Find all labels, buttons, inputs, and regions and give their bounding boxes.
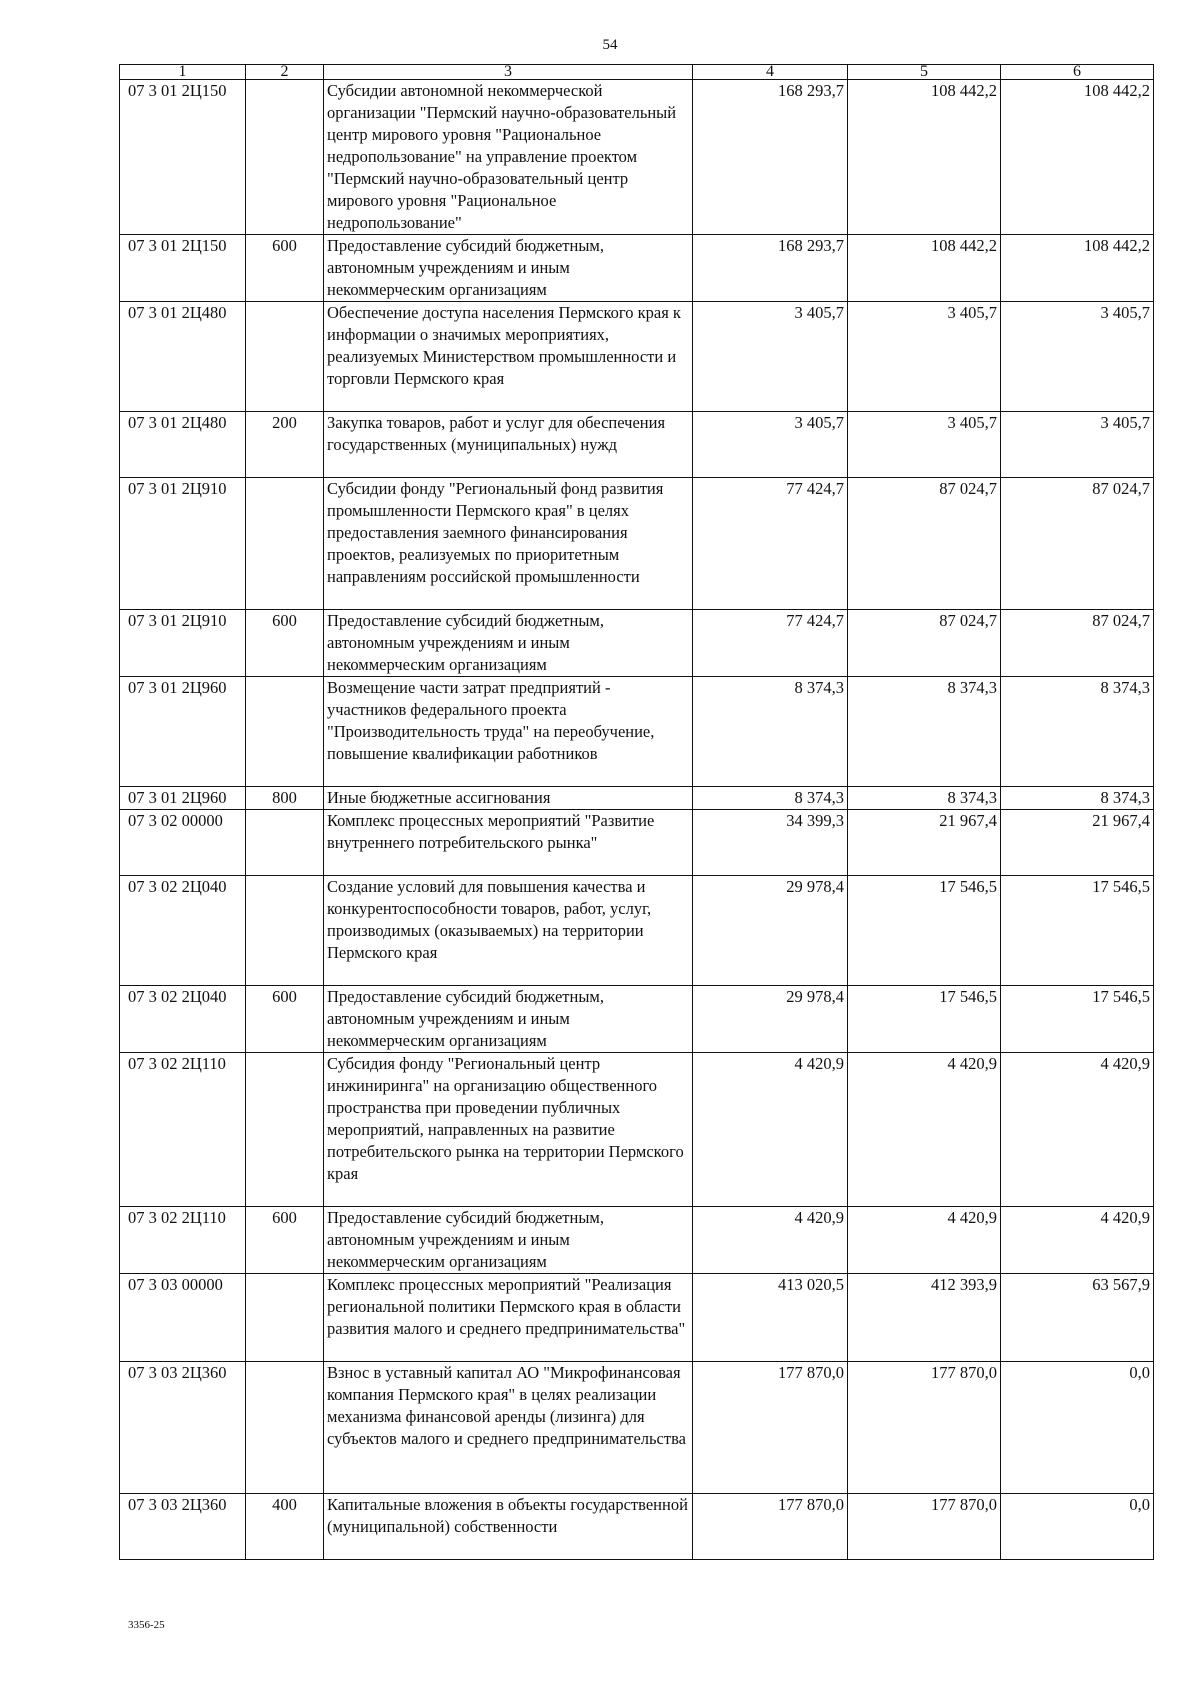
row-value-col6: 4 420,9 xyxy=(1001,1207,1154,1274)
row-value-col6: 8 374,3 xyxy=(1001,677,1154,787)
table-row xyxy=(120,876,1154,986)
table-row xyxy=(120,1494,1154,1560)
row-value-col5: 412 393,9 xyxy=(848,1274,1001,1362)
row-name: Комплекс процессных мероприятий "Развитие внутреннего потребительского рынка" xyxy=(324,810,693,876)
row-name: Предоставление субсидий бюджетным, автономным учреждениям и иным некоммерческим организациям xyxy=(324,1207,693,1274)
row-value-col5: 17 546,5 xyxy=(848,876,1001,986)
row-value-col6: 8 374,3 xyxy=(1001,787,1154,810)
row-value-col4: 34 399,3 xyxy=(693,810,848,876)
row-name: Комплекс процессных мероприятий "Реализация региональной политики Пермского края в области развития малого и среднего предпринимательства" xyxy=(324,1274,693,1362)
row-expense-type xyxy=(246,677,324,787)
table-row xyxy=(120,787,1154,810)
row-value-col4: 8 374,3 xyxy=(693,677,848,787)
row-value-col4: 168 293,7 xyxy=(693,235,848,302)
row-value-col6: 17 546,5 xyxy=(1001,876,1154,986)
row-value-col6: 0,0 xyxy=(1001,1362,1154,1494)
row-name: Закупка товаров, работ и услуг для обеспечения государственных (муниципальных) нужд xyxy=(324,412,693,478)
table-row xyxy=(120,810,1154,876)
table-row xyxy=(120,610,1154,677)
row-code: 07 3 02 2Ц040 xyxy=(120,876,246,986)
row-value-col6: 87 024,7 xyxy=(1001,478,1154,610)
header-cell: 6 xyxy=(1001,65,1154,80)
row-value-col4: 4 420,9 xyxy=(693,1207,848,1274)
row-value-col4: 29 978,4 xyxy=(693,876,848,986)
row-value-col4: 77 424,7 xyxy=(693,610,848,677)
row-value-col6: 108 442,2 xyxy=(1001,80,1154,235)
header-row xyxy=(120,65,1154,80)
table-row xyxy=(120,478,1154,610)
table-row xyxy=(120,1362,1154,1494)
row-value-col4: 168 293,7 xyxy=(693,80,848,235)
row-value-col6: 4 420,9 xyxy=(1001,1053,1154,1207)
row-value-col6: 3 405,7 xyxy=(1001,412,1154,478)
row-name: Иные бюджетные ассигнования xyxy=(324,787,693,810)
row-code: 07 3 01 2Ц480 xyxy=(120,412,246,478)
row-name: Субсидии автономной некоммерческой организации "Пермский научно-образовательный центр мирового уровня "Рациональное недропользование" на управление проектом "Пермский научно-образовательный центр мирового уровня "Рациональное недропользование" xyxy=(324,80,693,235)
row-name: Возмещение части затрат предприятий - участников федерального проекта "Производительность труда" на переобучение, повышение квалификации работников xyxy=(324,677,693,787)
row-value-col5: 87 024,7 xyxy=(848,610,1001,677)
row-code: 07 3 01 2Ц480 xyxy=(120,302,246,412)
row-expense-type xyxy=(246,810,324,876)
row-code: 07 3 01 2Ц910 xyxy=(120,478,246,610)
row-code: 07 3 01 2Ц910 xyxy=(120,610,246,677)
document-id: 3356-25 xyxy=(128,1619,165,1631)
table-row xyxy=(120,1274,1154,1362)
header-cell: 1 xyxy=(120,65,246,80)
row-name: Предоставление субсидий бюджетным, автономным учреждениям и иным некоммерческим организациям xyxy=(324,986,693,1053)
row-code: 07 3 03 2Ц360 xyxy=(120,1494,246,1560)
row-expense-type xyxy=(246,1274,324,1362)
row-value-col5: 4 420,9 xyxy=(848,1207,1001,1274)
row-code: 07 3 01 2Ц960 xyxy=(120,677,246,787)
row-value-col4: 177 870,0 xyxy=(693,1494,848,1560)
row-value-col6: 87 024,7 xyxy=(1001,610,1154,677)
row-value-col6: 3 405,7 xyxy=(1001,302,1154,412)
table-row xyxy=(120,412,1154,478)
row-name: Субсидии фонду "Региональный фонд развития промышленности Пермского края" в целях предоставления заемного финансирования проектов, реализуемых по приоритетным направлениям российской промышленности xyxy=(324,478,693,610)
row-value-col4: 413 020,5 xyxy=(693,1274,848,1362)
row-expense-type: 600 xyxy=(246,986,324,1053)
row-code: 07 3 02 2Ц110 xyxy=(120,1207,246,1274)
row-code: 07 3 02 00000 xyxy=(120,810,246,876)
row-value-col5: 3 405,7 xyxy=(848,302,1001,412)
row-code: 07 3 01 2Ц150 xyxy=(120,235,246,302)
row-value-col5: 87 024,7 xyxy=(848,478,1001,610)
row-value-col5: 8 374,3 xyxy=(848,787,1001,810)
row-code: 07 3 02 2Ц040 xyxy=(120,986,246,1053)
row-value-col4: 29 978,4 xyxy=(693,986,848,1053)
row-expense-type xyxy=(246,80,324,235)
row-name: Капитальные вложения в объекты государственной (муниципальной) собственности xyxy=(324,1494,693,1560)
row-code: 07 3 02 2Ц110 xyxy=(120,1053,246,1207)
row-value-col5: 108 442,2 xyxy=(848,235,1001,302)
table-row xyxy=(120,1053,1154,1207)
page-number: 54 xyxy=(602,37,618,53)
row-expense-type xyxy=(246,478,324,610)
table-row xyxy=(120,80,1154,235)
row-expense-type: 600 xyxy=(246,1207,324,1274)
row-value-col6: 0,0 xyxy=(1001,1494,1154,1560)
row-name: Предоставление субсидий бюджетным, автономным учреждениям и иным некоммерческим организациям xyxy=(324,610,693,677)
row-value-col4: 4 420,9 xyxy=(693,1053,848,1207)
row-expense-type: 200 xyxy=(246,412,324,478)
row-value-col5: 8 374,3 xyxy=(848,677,1001,787)
row-name: Предоставление субсидий бюджетным, автономным учреждениям и иным некоммерческим организациям xyxy=(324,235,693,302)
row-name: Субсидия фонду "Региональный центр инжиниринга" на организацию общественного пространства при проведении публичных мероприятий, направленных на развитие потребительского рынка на территории Пермского края xyxy=(324,1053,693,1207)
row-expense-type xyxy=(246,1362,324,1494)
table-row xyxy=(120,1207,1154,1274)
row-value-col4: 77 424,7 xyxy=(693,478,848,610)
row-value-col5: 3 405,7 xyxy=(848,412,1001,478)
header-cell: 5 xyxy=(848,65,1001,80)
row-code: 07 3 03 2Ц360 xyxy=(120,1362,246,1494)
table-row xyxy=(120,677,1154,787)
row-expense-type xyxy=(246,876,324,986)
row-value-col5: 21 967,4 xyxy=(848,810,1001,876)
table-row xyxy=(120,302,1154,412)
row-name: Создание условий для повышения качества и конкурентоспособности товаров, работ, услуг, производимых (оказываемых) на территории Пермского края xyxy=(324,876,693,986)
row-value-col4: 177 870,0 xyxy=(693,1362,848,1494)
row-value-col5: 108 442,2 xyxy=(848,80,1001,235)
row-value-col4: 3 405,7 xyxy=(693,302,848,412)
row-expense-type: 600 xyxy=(246,610,324,677)
row-value-col5: 177 870,0 xyxy=(848,1494,1001,1560)
row-name: Обеспечение доступа населения Пермского края к информации о значимых мероприятиях, реализуемых Министерством промышленности и торговли Пермского края xyxy=(324,302,693,412)
row-expense-type: 600 xyxy=(246,235,324,302)
table-row xyxy=(120,986,1154,1053)
row-value-col6: 17 546,5 xyxy=(1001,986,1154,1053)
budget-table xyxy=(119,64,1154,1560)
header-cell: 2 xyxy=(246,65,324,80)
row-name: Взнос в уставный капитал АО "Микрофинансовая компания Пермского края" в целях реализации механизма финансовой аренды (лизинга) для субъектов малого и среднего предпринимательства xyxy=(324,1362,693,1494)
row-value-col6: 108 442,2 xyxy=(1001,235,1154,302)
row-value-col5: 17 546,5 xyxy=(848,986,1001,1053)
header-cell: 4 xyxy=(693,65,848,80)
row-value-col6: 21 967,4 xyxy=(1001,810,1154,876)
row-expense-type xyxy=(246,1053,324,1207)
row-code: 07 3 01 2Ц960 xyxy=(120,787,246,810)
row-code: 07 3 03 00000 xyxy=(120,1274,246,1362)
row-value-col6: 63 567,9 xyxy=(1001,1274,1154,1362)
row-value-col5: 177 870,0 xyxy=(848,1362,1001,1494)
row-value-col4: 3 405,7 xyxy=(693,412,848,478)
table-row xyxy=(120,235,1154,302)
row-expense-type: 800 xyxy=(246,787,324,810)
row-code: 07 3 01 2Ц150 xyxy=(120,80,246,235)
row-expense-type xyxy=(246,302,324,412)
row-expense-type: 400 xyxy=(246,1494,324,1560)
row-value-col4: 8 374,3 xyxy=(693,787,848,810)
row-value-col5: 4 420,9 xyxy=(848,1053,1001,1207)
header-cell: 3 xyxy=(324,65,693,80)
